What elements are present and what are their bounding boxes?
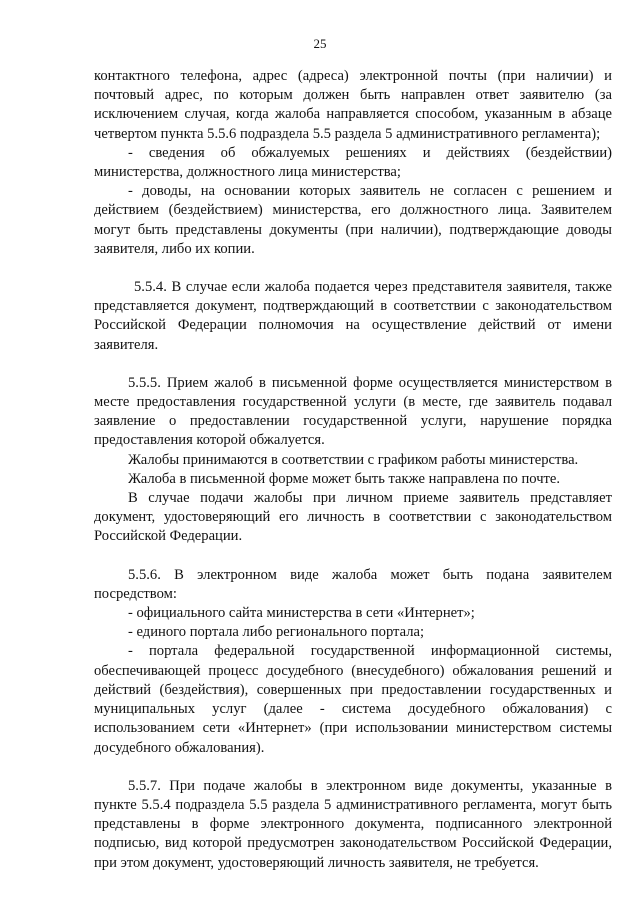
document-body <box>94 67 612 873</box>
paragraph: В случае подачи жалобы при личном приеме заявитель представляет документ, удостоверяющий его личность в соответствии с законодательством Российской Федерации. <box>94 490 612 545</box>
paragraph: контактного телефона, адрес (адреса) электронной почты (при наличии) и почтовый адрес, по которым должен быть направлен ответ заявителю (за исключением случая, когда жалоба направляется способом, указанным в абзаце четвертом пункта 5.5.6 подраздела 5.5 раздела 5 административного регламента); <box>94 68 612 142</box>
page-number: 25 <box>313 36 327 51</box>
paragraph: - единого портала либо регионального портала; <box>128 624 425 641</box>
paragraph: 5.5.6. В электронном виде жалоба может быть подана заявителем посредством: <box>94 566 612 602</box>
paragraph: Жалобы принимаются в соответствии с графиком работы министерства. <box>128 451 579 468</box>
paragraph: - портала федеральной государственной информационной системы, обеспечивающей процесс досудебного (внесудебного) обжалования решений и действий (бездействия), совершенных при предоставлении государственных и муниципальных услуг (далее - система досудебного обжалования) с использованием сети «Интернет» (при использовании министерством системы досудебного обжалования). <box>94 643 612 756</box>
paragraph: - сведения об обжалуемых решениях и действиях (бездействии) министерства, должностного лица министерства; <box>94 144 612 181</box>
paragraph: - доводы, на основании которых заявитель не согласен с решением и действием (бездействием) министерства, его должностного лица. Заявителем могут быть представлены документы (при наличии), подтверждающие доводы заявителя, либо их копии. <box>94 183 612 257</box>
paragraph: 5.5.7. При подаче жалобы в электронном виде документы, указанные в пункте 5.5.4 подраздела 5.5 раздела 5 административного регламента, могут быть представлены в форме электронного документа, подписанного электронной подписью, вид которой предусмотрен законодательством Российской Федерации, при этом документ, удостоверяющий личность заявителя, не требуется. <box>94 777 612 871</box>
paragraph: - официального сайта министерства в сети «Интернет»; <box>128 605 475 622</box>
paragraph: 5.5.5. Прием жалоб в письменной форме осуществляется министерством в месте предоставления государственной услуги (в месте, где заявитель подавал заявление о предоставлении государственной услуги, нарушение порядка предоставления которой обжалуется. <box>94 374 612 449</box>
paragraph: 5.5.4. В случае если жалоба подается через представителя заявителя, также представляется документ, подтверждающий в соответствии с законодательством Российской Федерации полномочия на осуществление действий от имени заявителя. <box>94 279 612 353</box>
paragraph: Жалоба в письменной форме может быть также направлена по почте. <box>128 470 561 487</box>
